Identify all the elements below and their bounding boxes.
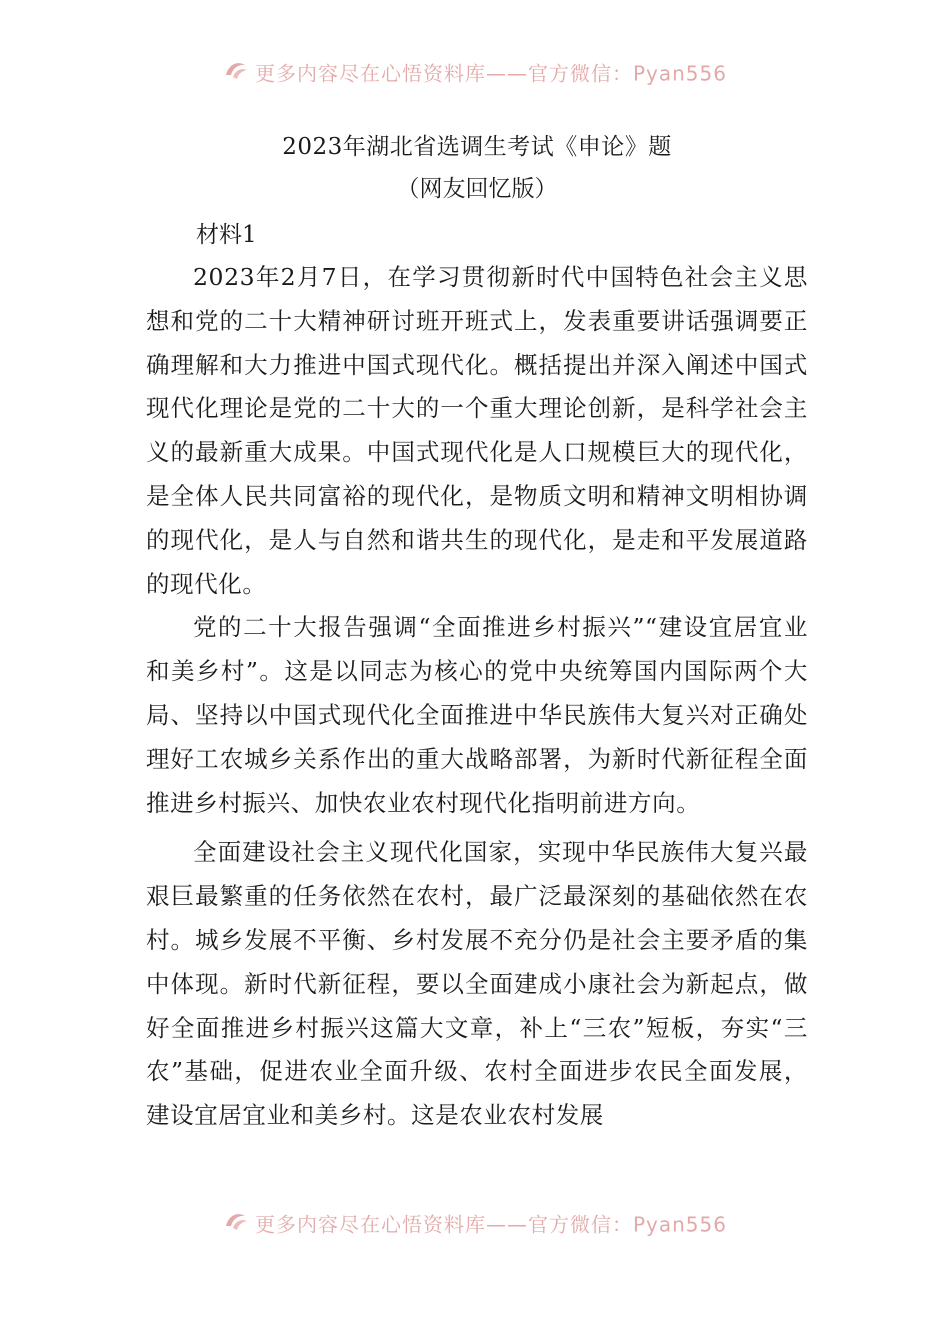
header-watermark <box>0 58 950 88</box>
paragraph: 党的二十大报告强调“全面推进乡村振兴”“建设宜居宜业和美乡村”。这是以同志为核心的党中央统筹国内国际两个大局、坚持以中国式现代化全面推进中华民族伟大复兴对正确处理好工农城乡关系作出的重大战略部署，为新时代新征程全面推进乡村振兴、加快农业农村现代化指明前进方向。 <box>146 613 808 817</box>
footer-watermark <box>0 1209 950 1239</box>
page-subtitle: （网友回忆版） <box>396 176 558 202</box>
brand-logo-icon <box>223 59 249 88</box>
page-title: 2023年湖北省选调生考试《申论》题 <box>282 134 672 160</box>
paragraph: 2023年2月7日，在学习贯彻新时代中国特色社会主义思想和党的二十大精神研讨班开班式上，发表重要讲话强调要正确理解和大力推进中国式现代化。概括提出并深入阐述中国式现代化理论是党的二十大的一个重大理论创新，是科学社会主义的最新重大成果。中国式现代化是人口规模巨大的现代化，是全体人民共同富裕的现代化，是物质文明和精神文明相协调的现代化，是人与自然和谐共生的现代化，是走和平发展道路的现代化。 <box>146 263 808 598</box>
material-label: 材料1 <box>196 222 257 248</box>
brand-logo-icon <box>223 1210 249 1239</box>
watermark-text: 更多内容尽在心悟资料库——官方微信：Pyan556 <box>254 61 727 86</box>
document-body <box>146 126 808 1138</box>
paragraph: 全面建设社会主义现代化国家，实现中华民族伟大复兴最艰巨最繁重的任务依然在农村，最广泛最深刻的基础依然在农村。城乡发展不平衡、乡村发展不充分仍是社会主要矛盾的集中体现。新时代新征程，要以全面建成小康社会为新起点，做好全面推进乡村振兴这篇大文章，补上“三农”短板，夯实“三农”基础，促进农业全面升级、农村全面进步农民全面发展，建设宜居宜业和美乡村。这是农业农村发展 <box>146 838 808 1130</box>
watermark-text: 更多内容尽在心悟资料库——官方微信：Pyan556 <box>254 1212 727 1237</box>
